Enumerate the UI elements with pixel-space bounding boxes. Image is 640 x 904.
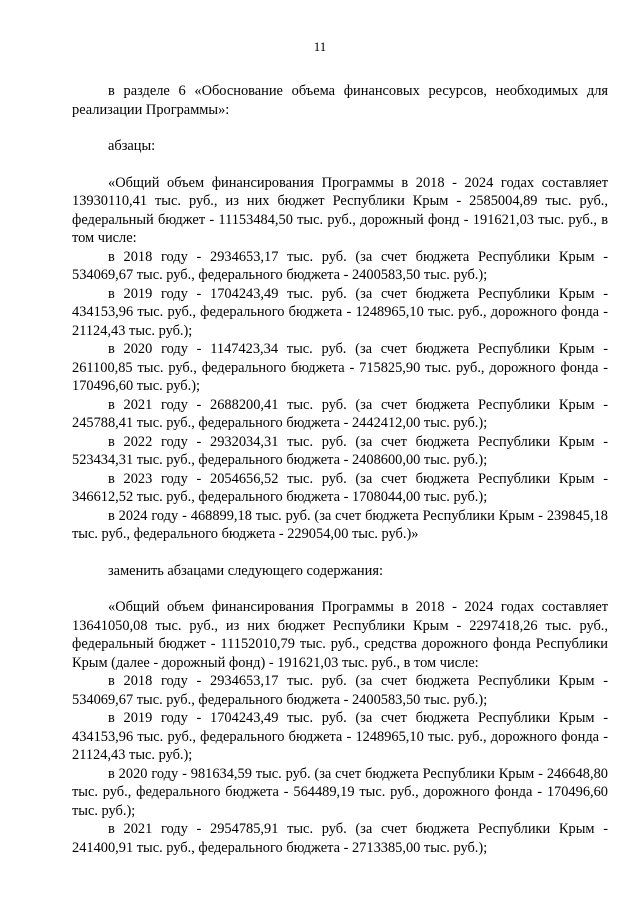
old-year-2020-paragraph: в 2020 году - 1147423,34 тыс. руб. (за счет бюджета Республики Крым - 261100,85 тыс. руб., федерального бюджета - 715825,90 тыс. руб., дорожного фонда - 170496,60 тыс. руб.); (72, 341, 608, 394)
new-year-2020-paragraph: в 2020 году - 981634,59 тыс. руб. (за счет бюджета Республики Крым - 246648,80 тыс. руб., федерального бюджета - 564489,19 тыс. руб., дорожного фонда - 170496,60 тыс. руб.); (72, 765, 608, 819)
new-year-2021-paragraph: в 2021 году - 2954785,91 тыс. руб. (за счет бюджета Республики Крым - 241400,91 тыс. руб., федерального бюджета - 2713385,00 тыс. руб.); (72, 821, 608, 856)
section-intro-paragraph: в разделе 6 «Обоснование объема финансовых ресурсов, необходимых для реализации Программы»: (72, 83, 608, 118)
old-year-2022-paragraph: в 2022 году - 2932034,31 тыс. руб. (за счет бюджета Республики Крым - 523434,31 тыс. руб., федерального бюджета - 2408600,00 тыс. руб.); (72, 433, 608, 468)
old-year-2019-paragraph: в 2019 году - 1704243,49 тыс. руб. (за счет бюджета Республики Крым - 434153,96 тыс. руб., федерального бюджета - 1248965,10 тыс. руб., дорожного фонда - 21124,43 тыс. руб.); (72, 285, 608, 339)
old-year-2024-paragraph: в 2024 году - 468899,18 тыс. руб. (за счет бюджета Республики Крым - 239845,18 тыс. руб., федерального бюджета - 229054,00 тыс. руб.)» (72, 507, 608, 542)
paragraphs-label: абзацы: (108, 138, 156, 154)
document-body (72, 82, 608, 857)
page-number: 11 (313, 39, 327, 54)
old-year-2018-paragraph: в 2018 году - 2934653,17 тыс. руб. (за счет бюджета Республики Крым - 534069,67 тыс. руб., федерального бюджета - 2400583,50 тыс. руб.); (72, 248, 608, 283)
old-year-2023-paragraph: в 2023 году - 2054656,52 тыс. руб. (за счет бюджета Республики Крым - 346612,52 тыс. руб., федерального бюджета - 1708044,00 тыс. руб.); (72, 470, 608, 505)
old-year-2021-paragraph: в 2021 году - 2688200,41 тыс. руб. (за счет бюджета Республики Крым - 245788,41 тыс. руб., федерального бюджета - 2442412,00 тыс. руб.); (72, 396, 608, 431)
replace-instruction-paragraph: заменить абзацами следующего содержания: (108, 562, 383, 579)
old-total-funding-paragraph: «Общий объем финансирования Программы в 2018 - 2024 годах составляет 13930110,41 тыс. руб., из них бюджет Республики Крым - 2585004,89 тыс. руб., федеральный бюджет - 11153484,50 тыс. руб., дорожный фонд - 191621,03 тыс. руб., в том числе: (72, 174, 608, 246)
new-total-funding-paragraph: «Общий объем финансирования Программы в 2018 - 2024 годах составляет 13641050,08 тыс. руб., из них бюджет Республики Крым - 2297418,26 тыс. руб., федеральный бюджет - 11152010,79 тыс. руб., средства дорожного фонда Республики Крым (далее - дорожный фонд) - 191621,03 тыс. руб., в том числе: (72, 599, 608, 671)
new-year-2018-paragraph: в 2018 году - 2934653,17 тыс. руб. (за счет бюджета Республики Крым - 534069,67 тыс. руб., федерального бюджета - 2400583,50 тыс. руб.); (72, 673, 608, 708)
new-year-2019-paragraph: в 2019 году - 1704243,49 тыс. руб. (за счет бюджета Республики Крым - 434153,96 тыс. руб., федерального бюджета - 1248965,10 тыс. руб., дорожного фонда - 21124,43 тыс. руб.); (72, 710, 608, 763)
